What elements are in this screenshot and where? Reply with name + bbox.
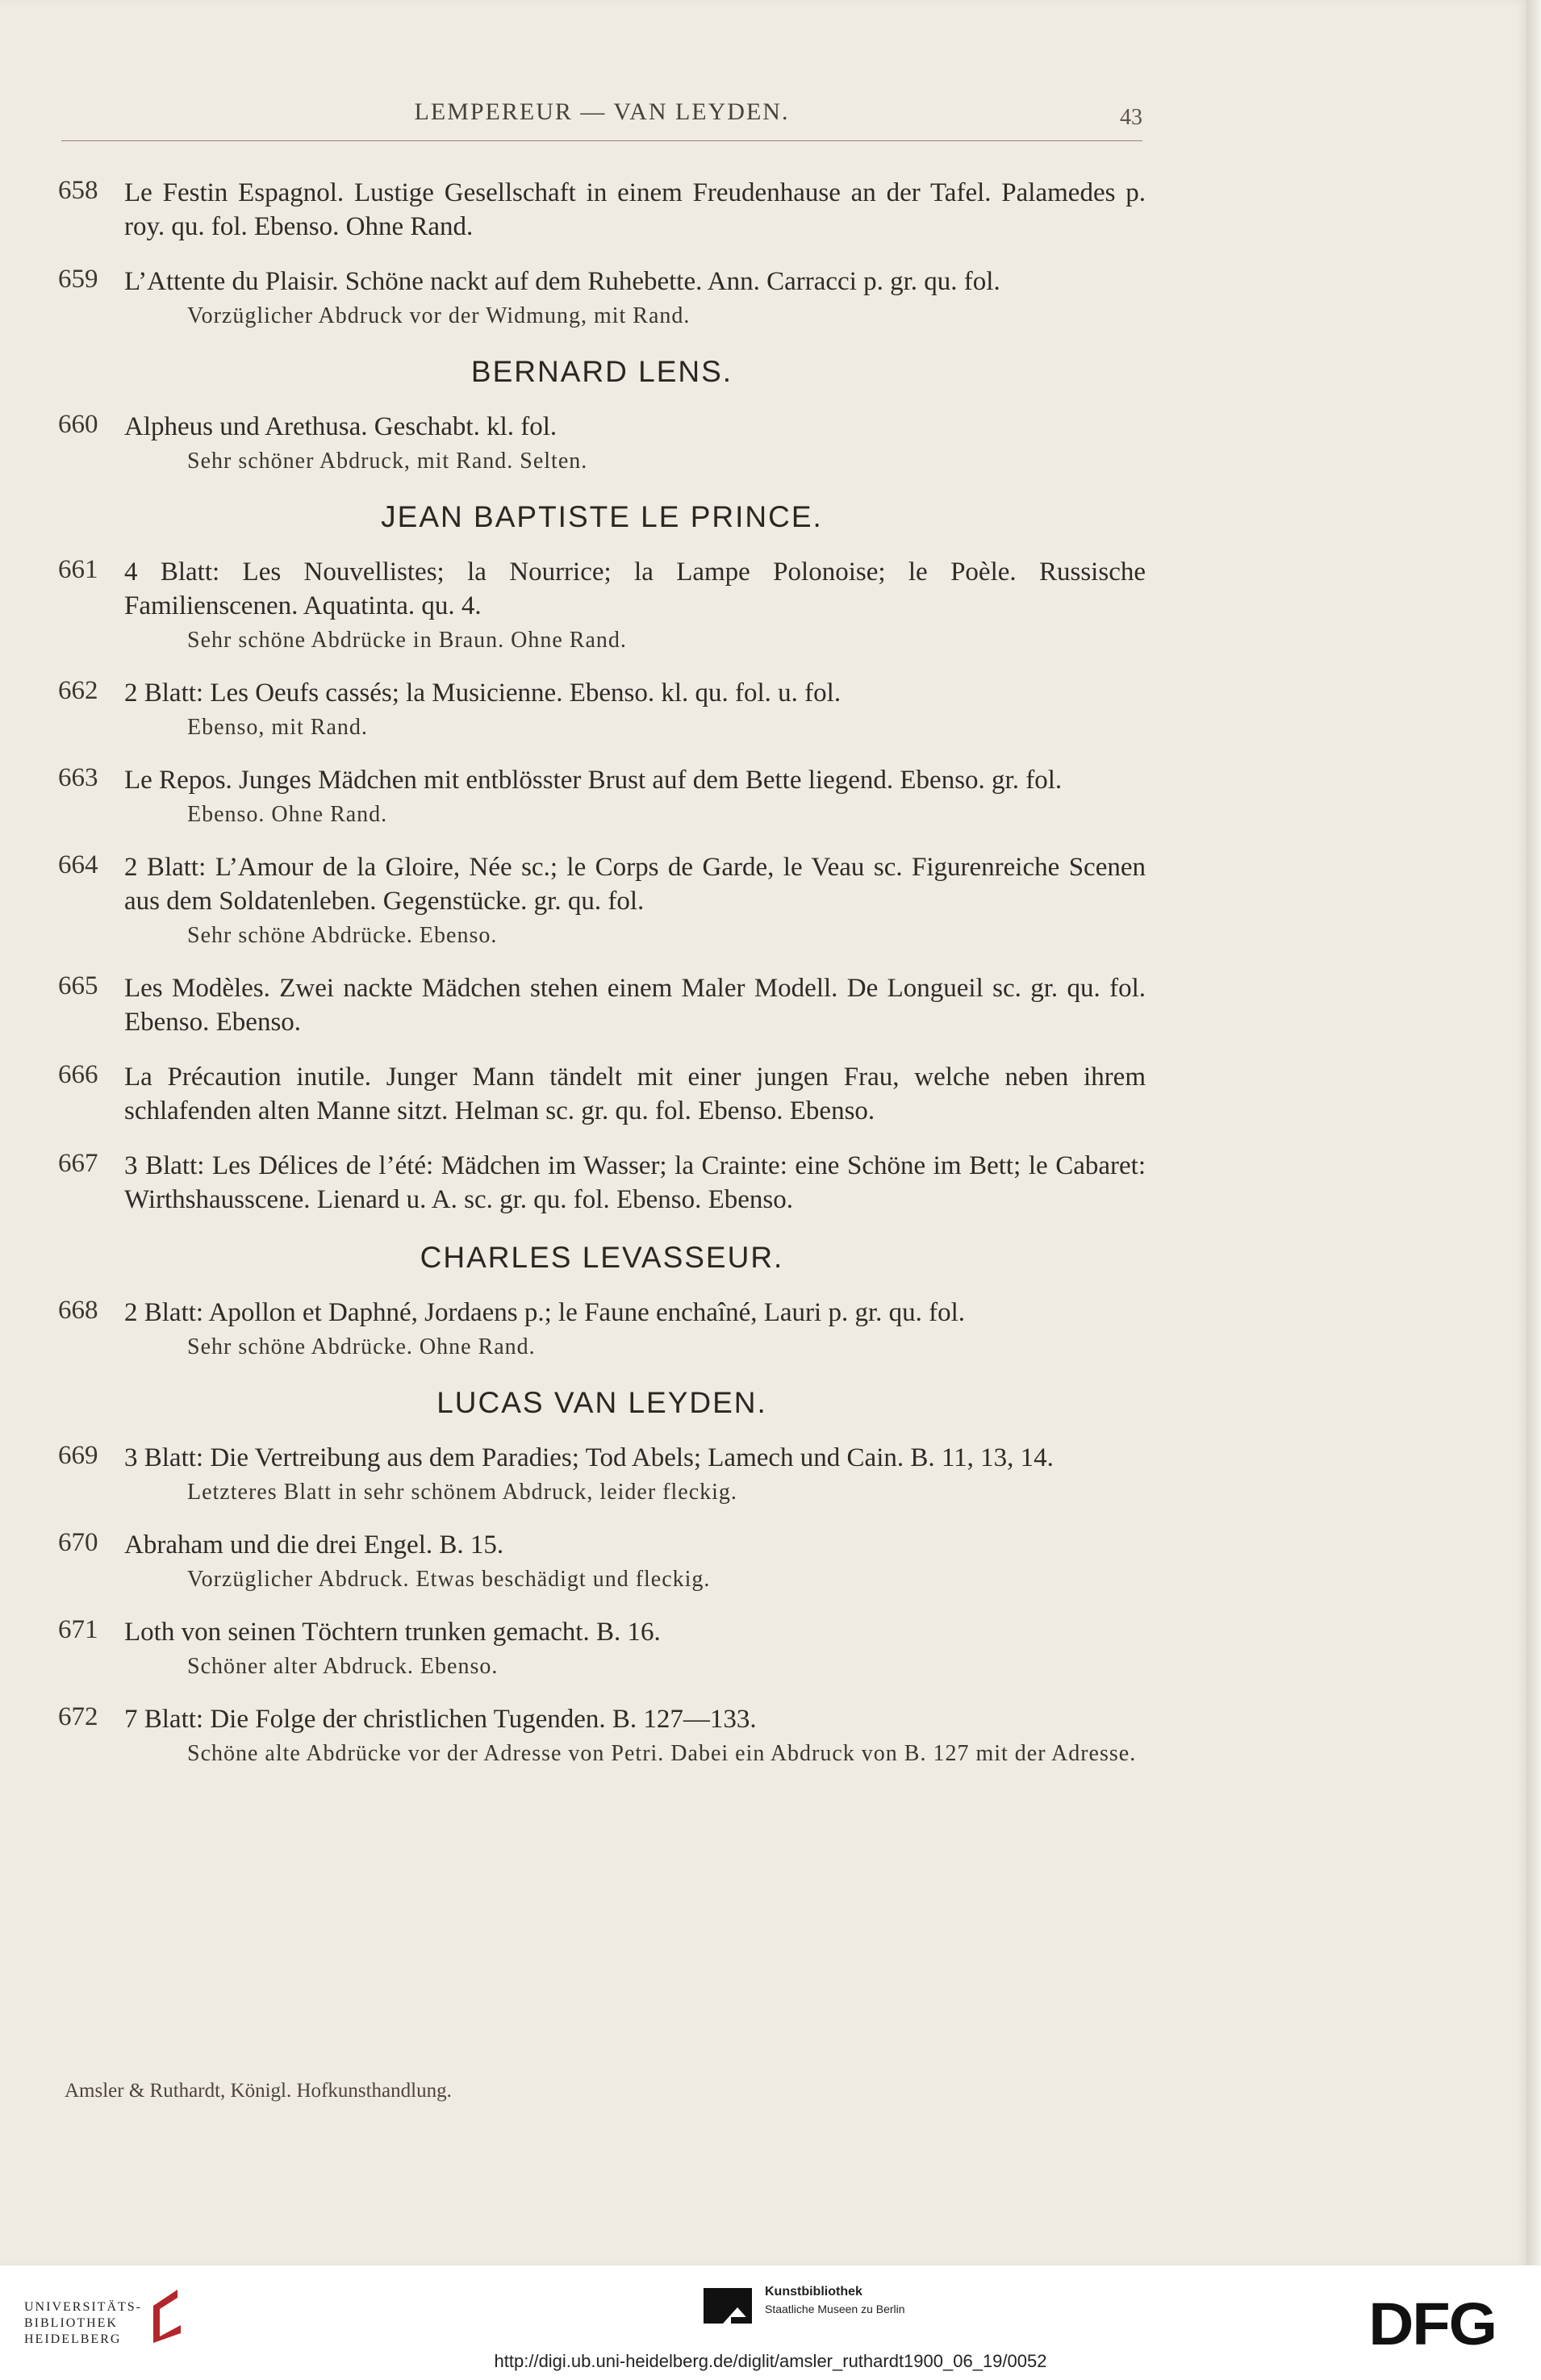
catalog-entry xyxy=(58,1149,1146,1217)
catalog-entry xyxy=(58,265,1146,331)
permalink-url[interactable]: http://digi.ub.uni-heidelberg.de/diglit/amsler_ruthardt1900_06_19/0052 xyxy=(494,2351,1047,2371)
entry-number: 663 xyxy=(58,763,98,792)
library-line1: UNIVERSITÄTS- xyxy=(24,2300,142,2314)
entry-condition-note: Sehr schöner Abdruck, mit Rand. Selten. xyxy=(187,449,588,474)
entry-condition-note: Letzteres Blatt in sehr schönem Abdruck, leider fleckig. xyxy=(187,1480,737,1505)
catalog-entry xyxy=(58,676,1146,742)
entry-description: Alpheus und Arethusa. Geschabt. kl. fol. xyxy=(124,412,558,441)
entry-number: 670 xyxy=(58,1528,98,1557)
entry-description: 7 Blatt: Die Folge der christlichen Tugenden. B. 127—133. xyxy=(124,1705,757,1734)
entry-condition-note: Ebenso. Ohne Rand. xyxy=(187,802,388,827)
entry-number: 664 xyxy=(58,850,98,879)
catalog-entry xyxy=(58,1060,1146,1128)
catalog-entry xyxy=(58,1702,1146,1768)
entry-condition-note: Sehr schöne Abdrücke. Ohne Rand. xyxy=(187,1334,536,1359)
entry-number: 668 xyxy=(58,1296,98,1325)
heidelberg-library-logo[interactable] xyxy=(24,2299,161,2348)
entry-condition-note: Vorzüglicher Abdruck. Etwas beschädigt und fleckig. xyxy=(187,1567,711,1592)
library-line3: HEIDELBERG xyxy=(24,2332,122,2346)
catalog-entry xyxy=(58,850,1146,950)
header-rule xyxy=(61,140,1142,141)
catalog-entry xyxy=(58,971,1146,1039)
entry-condition-note: Sehr schöne Abdrücke in Braun. Ohne Rand. xyxy=(187,628,627,653)
entry-number: 666 xyxy=(58,1060,98,1089)
entry-condition-note: Ebenso, mit Rand. xyxy=(187,715,368,740)
dfg-logo[interactable]: DFG xyxy=(1368,2290,1496,2357)
running-head: LEMPEREUR — VAN LEYDEN. xyxy=(414,98,790,125)
entry-number: 661 xyxy=(58,555,98,584)
entry-number: 658 xyxy=(58,176,98,205)
page-number: 43 xyxy=(1120,105,1142,130)
entry-condition-note: Sehr schöne Abdrücke. Ebenso. xyxy=(187,923,498,948)
entry-description: Abraham und die drei Engel. B. 15. xyxy=(124,1530,504,1560)
artist-heading: JEAN BAPTISTE LE PRINCE. xyxy=(381,500,823,533)
entry-number: 667 xyxy=(58,1149,98,1178)
entry-description: 4 Blatt: Les Nouvellistes; la Nourrice; la Lampe Polonoise; le Poèle. Russische Familienscenen. Aquatinta. qu. 4. xyxy=(124,557,1146,620)
entry-description: Les Modèles. Zwei nackte Mädchen stehen einem Maler Modell. De Longueil sc. gr. qu. fol. Ebenso. Ebenso. xyxy=(124,974,1146,1037)
catalog-entry xyxy=(58,555,1146,655)
entry-description: Le Festin Espagnol. Lustige Gesellschaft in einem Freudenhause an der Tafel. Palamedes p. roy. qu. fol. Ebenso. Ohne Rand. xyxy=(124,178,1146,241)
page-header xyxy=(61,95,1142,144)
entry-condition-note: Vorzüglicher Abdruck vor der Widmung, mit Rand. xyxy=(187,303,691,328)
entry-number: 659 xyxy=(58,265,98,294)
kb-subtitle: Staatliche Museen zu Berlin xyxy=(765,2303,905,2315)
entry-number: 665 xyxy=(58,971,98,1000)
entry-number: 662 xyxy=(58,676,98,705)
artist-heading: LUCAS VAN LEYDEN. xyxy=(436,1386,767,1419)
library-line2: BIBLIOTHEK xyxy=(24,2316,118,2330)
catalog-entry xyxy=(58,1528,1146,1594)
entry-description: 3 Blatt: Les Délices de l’été: Mädchen im Wasser; la Crainte: eine Schöne im Bett; le Cabaret: Wirthshausscene. Lienard u. A. sc. gr. qu. fol. Ebenso. Ebenso. xyxy=(124,1151,1146,1214)
kunstbibliothek-logo-icon xyxy=(704,2285,752,2330)
entry-condition-note: Schöner alter Abdruck. Ebenso. xyxy=(187,1654,499,1679)
entry-number: 672 xyxy=(58,1702,98,1731)
artist-heading: CHARLES LEVASSEUR. xyxy=(420,1241,784,1274)
entry-condition-note: Schöne alte Abdrücke vor der Adresse von Petri. Dabei ein Abdruck von B. 127 mit der Adresse. xyxy=(187,1741,1137,1766)
catalog-entry xyxy=(58,176,1146,244)
catalog-entry xyxy=(58,410,1146,476)
entry-description: L’Attente du Plaisir. Schöne nackt auf dem Ruhebette. Ann. Carracci p. gr. qu. fol. xyxy=(124,267,1000,296)
entry-number: 671 xyxy=(58,1615,98,1644)
page-edge xyxy=(1526,0,1541,2265)
entry-description: Loth von seinen Töchtern trunken gemacht. B. 16. xyxy=(124,1618,661,1647)
entry-description: 2 Blatt: Les Oeufs cassés; la Musicienne. Ebenso. kl. qu. fol. u. fol. xyxy=(124,679,841,708)
library-seal-icon xyxy=(148,2286,186,2348)
entry-description: La Précaution inutile. Junger Mann tändelt mit einer jungen Frau, welche neben ihrem schlafenden alten Manne sitzt. Helman sc. gr. qu. fol. Ebenso. Ebenso. xyxy=(124,1063,1146,1125)
entry-description: 2 Blatt: L’Amour de la Gloire, Née sc.; le Corps de Garde, le Veau sc. Figurenreiche Scenen aus dem Soldatenleben. Gegenstücke. gr. qu. fol. xyxy=(124,853,1146,916)
catalog-listing xyxy=(58,176,1146,1789)
artist-heading: BERNARD LENS. xyxy=(470,355,733,388)
catalog-entry xyxy=(58,1441,1146,1507)
catalog-entry xyxy=(58,763,1146,829)
entry-description: 2 Blatt: Apollon et Daphné, Jordaens p.; le Faune enchaîné, Lauri p. gr. qu. fol. xyxy=(124,1298,966,1327)
catalog-entry xyxy=(58,1615,1146,1681)
kunstbibliothek-label[interactable] xyxy=(765,2283,905,2317)
kb-title: Kunstbibliothek xyxy=(765,2285,862,2299)
entry-description: Le Repos. Junges Mädchen mit entblösster Brust auf dem Bette liegend. Ebenso. gr. fol. xyxy=(124,766,1063,795)
entry-number: 660 xyxy=(58,410,98,439)
catalog-entry xyxy=(58,1296,1146,1362)
entry-description: 3 Blatt: Die Vertreibung aus dem Paradies; Tod Abels; Lamech und Cain. B. 11, 13, 14. xyxy=(124,1443,1054,1472)
entry-number: 669 xyxy=(58,1441,98,1470)
publisher-footer: Amsler & Ruthardt, Königl. Hofkunsthandlung. xyxy=(65,2080,452,2102)
